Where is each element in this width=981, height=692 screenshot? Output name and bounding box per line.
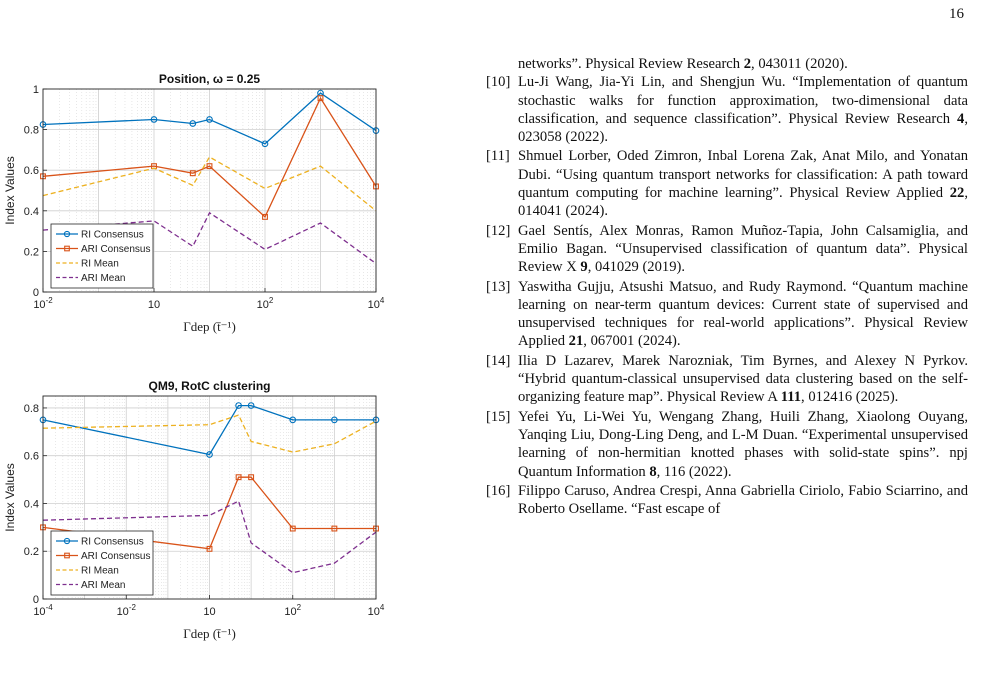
y-tick-label: 0 [32, 287, 39, 299]
reference-item [486, 222, 968, 277]
reference-text: , 012416 (2025). [801, 389, 899, 406]
reference-number: [10] [486, 74, 511, 91]
chart-title: Position, ω = 0.25 [158, 72, 261, 86]
reference-item [486, 352, 968, 407]
x-tick-label: $10^2$ [256, 296, 274, 311]
reference-item [486, 408, 968, 481]
reference-number: [14] [486, 352, 511, 369]
y-tick-label: 0 [32, 594, 39, 606]
reference-text: , 023058 (2022). [518, 110, 968, 146]
legend-label: ARI Consensus [81, 244, 151, 255]
reference-text: , 043011 (2020). [751, 56, 848, 72]
figure-qm9-chart [0, 373, 390, 663]
y-tick-label: 0.6 [23, 450, 39, 463]
reference-item [486, 278, 968, 351]
reference-text: , 041029 (2019). [587, 259, 686, 276]
x-axis-label: Γdep (t̄⁻¹) [183, 626, 236, 641]
x-tick-label: $10^4$ [367, 603, 385, 618]
reference-text: , 116 (2022). [656, 463, 732, 480]
reference-text: Filippo Caruso, Andrea Crespi, Anna Gabriella Ciriolo, Fabio Sciarrino, and Roberto Osellame. “Fast escape of [518, 482, 968, 518]
reference-volume: 111 [780, 389, 802, 406]
reference-volume: 9 [580, 259, 588, 276]
y-axis-label: Index Values [3, 156, 17, 225]
reference-text: Gael Sentís, Alex Monras, Ramon Muñoz-Tapia, John Calsamiglia, and Emilio Bagan. “Unsupervised classification of quantum data”. Physical Review X [518, 222, 968, 276]
page-number: 16 [949, 6, 964, 22]
reference-number: [11] [486, 148, 510, 165]
reference-text: Lu-Ji Wang, Jia-Yi Lin, and Shengjun Wu. “Implementation of quantum stochastic walks for function approximation, two-dimensional data classification, and sequence classification”. Physical Review Research [518, 74, 968, 127]
legend-label: RI Consensus [81, 536, 144, 548]
x-tick-label: $10^2$ [284, 603, 302, 618]
x-tick-label: $10^{-2}$ [116, 603, 136, 618]
y-tick-label: 0.2 [23, 546, 39, 559]
legend [51, 224, 153, 288]
x-tick-label: 10 [203, 606, 216, 618]
y-tick-label: 0.2 [23, 246, 39, 259]
reference-item [486, 482, 968, 519]
x-tick-label: $10^{-2}$ [33, 296, 53, 311]
reference-item [486, 147, 968, 220]
reference-text: Ilia D Lazarev, Marek Narozniak, Tim Byrnes, and Alexey N Pyrkov. “Hybrid quantum-classical unsupervised data clustering based on the self-organizing feature map”. Physical Review A [518, 352, 968, 406]
reference-list [486, 55, 968, 519]
reference-volume: 4 [957, 110, 965, 127]
legend-label: RI Consensus [81, 229, 144, 241]
chart-title: QM9, RotC clustering [148, 379, 271, 393]
figure-position-chart [0, 66, 390, 356]
reference-number: [12] [486, 222, 511, 239]
reference-item [486, 73, 968, 146]
y-tick-label: 0.8 [23, 124, 39, 137]
legend-label: ARI Consensus [81, 551, 151, 562]
x-axis-label: Γdep (t̄⁻¹) [183, 319, 236, 334]
reference-volume: 2 [743, 56, 752, 72]
reference-text: , 014041 (2024). [518, 185, 968, 220]
y-tick-label: 0.6 [23, 165, 39, 178]
reference-text: Yefei Yu, Li-Wei Yu, Wengang Zhang, Huili Zhang, Xiaolong Ouyang, Yanqing Liu, Dong-Ling Deng, and L-M Duan. “Experimental unsupervised learning of non-hermitian knotted phases with solid-state spins”. npj Quantum Information [518, 408, 968, 480]
legend-label: ARI Mean [81, 273, 126, 284]
y-tick-label: 0.4 [23, 205, 39, 218]
reference-number: [15] [486, 408, 511, 425]
reference-text: networks”. Physical Review Research [518, 56, 744, 72]
legend-label: RI Mean [81, 258, 119, 270]
reference-volume: 21 [568, 333, 584, 350]
legend [51, 531, 153, 595]
x-tick-label: $10^{-4}$ [33, 603, 53, 618]
reference-item [486, 55, 968, 73]
legend-label: ARI Mean [81, 580, 126, 591]
y-axis-label: Index Values [3, 463, 17, 532]
x-tick-label: $10^4$ [367, 296, 385, 311]
x-tick-label: 10 [147, 299, 161, 311]
reference-volume: 22 [949, 185, 965, 202]
reference-number: [13] [486, 278, 511, 295]
reference-text: Yaswitha Gujju, Atsushi Matsuo, and Rudy Raymond. “Quantum machine learning on near-term quantum devices: Current state of supervised and unsupervised techniques for real-world applications”. Physical Review Applied [518, 278, 968, 350]
y-tick-label: 1 [32, 84, 39, 96]
reference-text: , 067001 (2024). [583, 333, 681, 350]
reference-volume: 8 [649, 463, 657, 480]
reference-number: [16] [486, 482, 511, 499]
y-tick-label: 0.8 [23, 402, 39, 415]
legend-label: RI Mean [81, 565, 119, 577]
reference-text: Shmuel Lorber, Oded Zimron, Inbal Lorena Zak, Anat Milo, and Yonatan Dubi. “Using quantum transport networks for classification: A path toward quantum computing for machine learning”. Physical Review Applied [518, 148, 968, 202]
y-tick-label: 0.4 [23, 498, 39, 511]
